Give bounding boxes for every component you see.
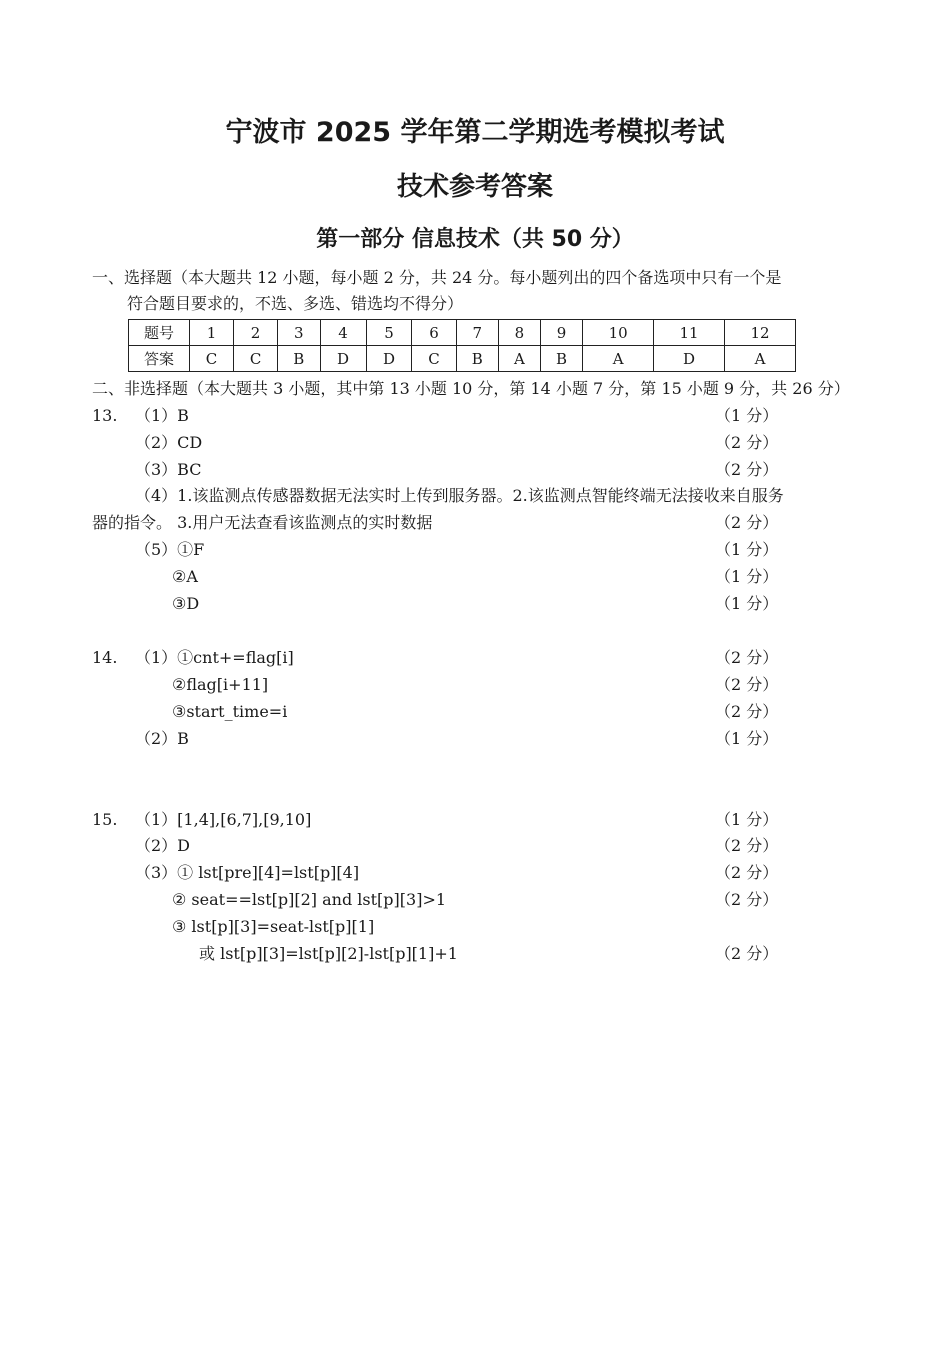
q14-score-1-1: （2 分） — [715, 648, 779, 667]
q13-number: 13. — [92, 406, 118, 425]
q15-answer-1: （1）[1,4],[6,7],[9,10] — [135, 810, 312, 829]
q15-score-2: （2 分） — [715, 836, 779, 855]
q13-score-1: （1 分） — [715, 406, 779, 425]
document-title: 宁波市 2025 学年第二学期选考模拟考试 — [225, 117, 725, 148]
table-row-numbers — [129, 320, 796, 346]
table-cell: C — [412, 346, 456, 372]
table-cell: 6 — [412, 320, 456, 346]
table-cell: 12 — [725, 320, 796, 346]
q14-score-1-3: （2 分） — [715, 702, 779, 721]
q13-answer-2: （2）CD — [135, 433, 203, 452]
q15-score-3-3: （2 分） — [715, 944, 779, 963]
table-cell: 10 — [583, 320, 654, 346]
table-cell: 4 — [320, 320, 366, 346]
q15-score-3-1: （2 分） — [715, 863, 779, 882]
q15-score-3-2: （2 分） — [715, 890, 779, 909]
table-cell: 9 — [540, 320, 582, 346]
part1-heading-line2: 符合题目要求的，不选、多选、错选均不得分） — [127, 294, 464, 313]
q15-score-1: （1 分） — [715, 810, 779, 829]
table-cell: 1 — [190, 320, 234, 346]
q14-score-2: （1 分） — [715, 729, 779, 748]
q14-answer-1-3: ③start_time=i — [172, 702, 288, 721]
q13-answer-3: （3）BC — [135, 460, 202, 479]
q13-answer-1: （1）B — [135, 406, 189, 425]
table-cell: 7 — [456, 320, 498, 346]
q14-score-1-2: （2 分） — [715, 675, 779, 694]
q14-number: 14. — [92, 648, 118, 667]
part1-heading-line1: 一、选择题（本大题共 12 小题，每小题 2 分，共 24 分。每小题列出的四个备选项中只有一个是 — [92, 268, 782, 287]
q14-answer-1-1: （1）①cnt+=flag[i] — [135, 648, 294, 667]
q14-answer-2: （2）B — [135, 729, 189, 748]
q15-number: 15. — [92, 810, 118, 829]
table-cell: B — [278, 346, 320, 372]
table-cell: D — [320, 346, 366, 372]
q13-score-3: （2 分） — [715, 460, 779, 479]
q15-answer-3-3-alt: 或 lst[p][3]=lst[p][2]-lst[p][1]+1 — [199, 944, 458, 963]
q13-answer-5-3: ③D — [172, 594, 200, 613]
table-cell: A — [583, 346, 654, 372]
table-cell: 11 — [654, 320, 725, 346]
table-cell: C — [234, 346, 278, 372]
table-cell: 5 — [366, 320, 412, 346]
q15-answer-3-1: （3）① lst[pre][4]=lst[p][4] — [135, 863, 360, 882]
q14-answer-1-2: ②flag[i+11] — [172, 675, 269, 694]
answer-table — [128, 319, 796, 372]
q13-score-5-3: （1 分） — [715, 594, 779, 613]
table-cell: C — [190, 346, 234, 372]
q13-answer-4-line2: 器的指令。 3.用户无法查看该监测点的实时数据 — [92, 513, 433, 532]
table-cell: D — [366, 346, 412, 372]
q13-answer-5-1: （5）①F — [135, 540, 205, 559]
q13-score-5-1: （1 分） — [715, 540, 779, 559]
table-cell: 8 — [498, 320, 540, 346]
table-header-cell: 答案 — [129, 346, 190, 372]
table-cell: A — [498, 346, 540, 372]
table-row-answers — [129, 346, 796, 372]
q13-score-4: （2 分） — [715, 513, 779, 532]
table-header-cell: 题号 — [129, 320, 190, 346]
q13-score-5-2: （1 分） — [715, 567, 779, 586]
q15-answer-3-2: ② seat==lst[p][2] and lst[p][3]>1 — [172, 890, 447, 909]
q15-answer-3-3: ③ lst[p][3]=seat-lst[p][1] — [172, 917, 375, 936]
q13-answer-4-line1: （4）1.该监测点传感器数据无法实时上传到服务器。2.该监测点智能终端无法接收来自服务 — [135, 486, 784, 505]
table-cell: A — [725, 346, 796, 372]
section-title: 第一部分 信息技术（共 50 分） — [316, 227, 634, 252]
table-cell: D — [654, 346, 725, 372]
q13-score-2: （2 分） — [715, 433, 779, 452]
q13-answer-5-2: ②A — [172, 567, 198, 586]
table-cell: 2 — [234, 320, 278, 346]
table-cell: B — [540, 346, 582, 372]
table-cell: B — [456, 346, 498, 372]
table-cell: 3 — [278, 320, 320, 346]
document-subtitle: 技术参考答案 — [396, 172, 553, 202]
part2-heading: 二、非选择题（本大题共 3 小题，其中第 13 小题 10 分，第 14 小题 7 分，第 15 小题 9 分，共 26 分） — [92, 379, 850, 398]
q15-answer-2: （2）D — [135, 836, 191, 855]
